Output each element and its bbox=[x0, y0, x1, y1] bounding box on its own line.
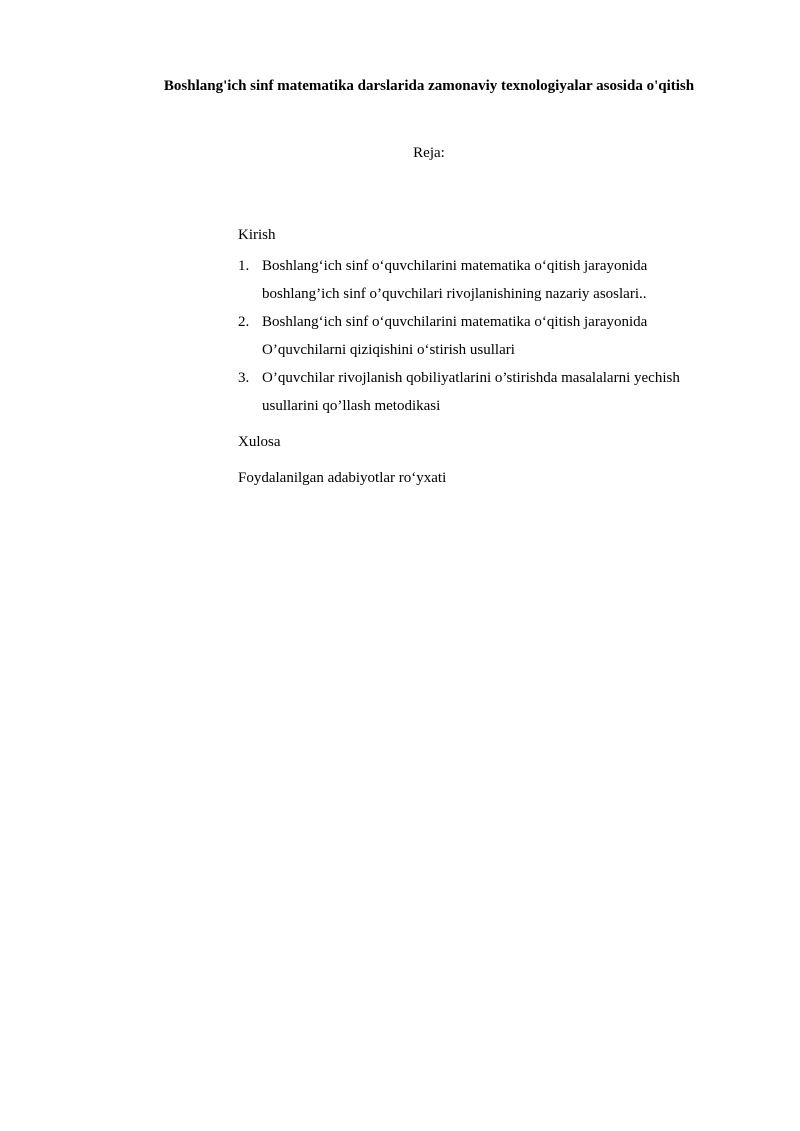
plan-heading: Reja: bbox=[413, 145, 445, 161]
toc-list bbox=[238, 252, 738, 420]
toc-item-line: usullarini qo’llash metodikasi bbox=[262, 398, 441, 414]
document-title: Boshlang'ich sinf matematika darslarida zamonaviy texnologiyalar asosida o'qitish bbox=[163, 78, 695, 94]
toc-references: Foydalanilgan adabiyotlar ro‘yxati bbox=[238, 470, 447, 486]
toc-item-2 bbox=[238, 308, 738, 364]
toc-conclusion: Xulosa bbox=[238, 434, 281, 450]
toc-item-line: O’quvchilarni qiziqishini o‘stirish usullari bbox=[262, 342, 515, 358]
toc-item-number: 2. bbox=[238, 314, 250, 330]
table-of-contents bbox=[238, 225, 738, 488]
toc-intro: Kirish bbox=[238, 227, 276, 243]
toc-item-1 bbox=[238, 252, 738, 308]
toc-item-line: O’quvchilar rivojlanish qobiliyatlarini o’stirishda masalalarni yechish bbox=[262, 370, 680, 386]
toc-item-3 bbox=[238, 364, 738, 420]
toc-item-number: 3. bbox=[238, 370, 250, 386]
toc-item-line: Boshlang‘ich sinf o‘quvchilarini matematika o‘qitish jarayonida bbox=[262, 314, 648, 330]
toc-item-line: boshlang’ich sinf o’quvchilari rivojlanishining nazariy asoslari.. bbox=[262, 286, 647, 302]
toc-item-line: Boshlang‘ich sinf o‘quvchilarini matematika o‘qitish jarayonida bbox=[262, 258, 648, 274]
toc-item-number: 1. bbox=[238, 258, 250, 274]
